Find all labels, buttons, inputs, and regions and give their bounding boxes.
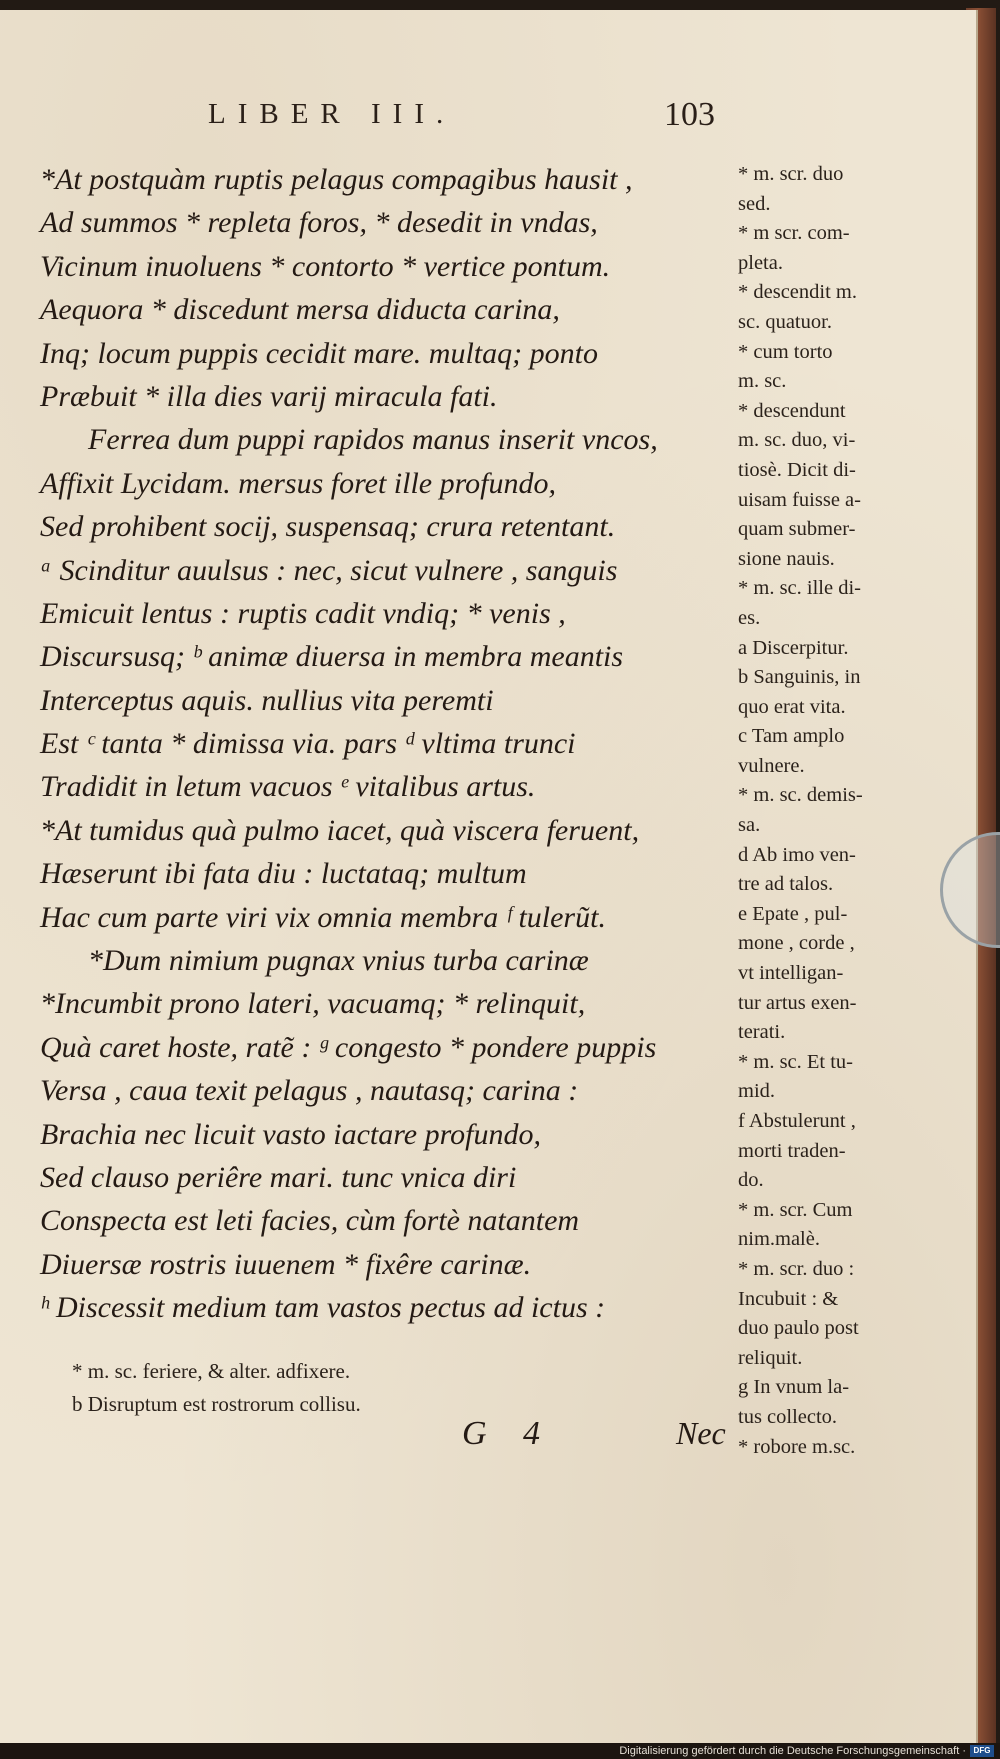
verse-line: Versa , caua texit pelagus , nautasq; carina : xyxy=(40,1074,579,1108)
verse-line: ᵃ Scinditur auulsus : nec, sicut vulnere , sanguis xyxy=(40,553,618,587)
signature-mark: G 4 xyxy=(462,1415,555,1452)
margin-note: m. sc. duo, vi- xyxy=(738,429,856,452)
dfg-logo: DFG xyxy=(970,1745,994,1757)
margin-note: e Epate , pul- xyxy=(738,902,848,925)
margin-note: quo erat vita. xyxy=(738,695,846,718)
verse-line: Ferrea dum puppi rapidos manus inserit vncos, xyxy=(88,423,658,457)
verse-line: Brachia nec licuit vasto iactare profundo, xyxy=(40,1117,542,1151)
verse-line: *Incumbit prono lateri, vacuamq; * relinquit, xyxy=(40,987,586,1021)
margin-note: vulnere. xyxy=(738,754,805,777)
margin-note: d Ab imo ven- xyxy=(738,843,856,866)
verse-line: Hac cum parte viri vix omnia membra ᶠ tulerũt. xyxy=(40,900,606,934)
margin-note: tus collecto. xyxy=(738,1405,838,1428)
margin-note: es. xyxy=(738,606,761,629)
margin-note: Incubuit : & xyxy=(738,1287,839,1310)
footnote: b Disruptum est rostrorum collisu. xyxy=(72,1392,361,1416)
margin-note: * descendit m. xyxy=(738,281,857,304)
margin-note: tiosè. Dicit di- xyxy=(738,458,856,481)
margin-note: quam submer- xyxy=(738,518,856,541)
margin-note: reliquit. xyxy=(738,1346,803,1369)
verse-line: Interceptus aquis. nullius vita peremti xyxy=(40,683,494,717)
margin-note: * m. scr. duo xyxy=(738,163,844,185)
margin-note: m. sc. xyxy=(738,370,787,393)
margin-note: b Sanguinis, in xyxy=(738,666,861,689)
verse-line: *At postquàm ruptis pelagus compagibus hausit , xyxy=(40,163,633,196)
credit-text: Digitalisierung gefördert durch die Deutsche Forschungsgemeinschaft · xyxy=(619,1745,966,1757)
verse-line: Inq; locum puppis cecidit mare. multaq; ponto xyxy=(40,336,598,370)
margin-note: * m. sc. demis- xyxy=(738,784,863,807)
verse-line: Affixit Lycidam. mersus foret ille profundo, xyxy=(40,466,557,500)
margin-note: morti traden- xyxy=(738,1139,846,1162)
verse-line: Sed prohibent socij, suspensaq; crura retentant. xyxy=(40,510,616,544)
credit-bar xyxy=(0,1743,1000,1759)
verse-line: ʰ Discessit medium tam vastos pectus ad ictus : xyxy=(40,1291,606,1325)
verse-line: Quà caret hoste, ratẽ : ᵍ congesto * pondere puppis xyxy=(40,1030,657,1064)
margin-note: vt intelligan- xyxy=(738,962,844,985)
margin-note: * robore m.sc. xyxy=(738,1435,856,1458)
footnotes xyxy=(72,1355,361,1421)
verse-line: *Dum nimium pugnax vnius turba carinæ xyxy=(88,944,589,978)
verse-line: Ad summos * repleta foros, * desedit in vndas, xyxy=(40,206,598,240)
margin-note: terati. xyxy=(738,1021,786,1044)
verse-line: Conspecta est leti facies, cùm fortè natantem xyxy=(40,1204,580,1238)
margin-note: * cum torto xyxy=(738,340,833,363)
verse-line: Vicinum inuoluens * contorto * vertice pontum. xyxy=(40,249,611,283)
verse-line: Discursusq; ᵇ animæ diuersa in membra meantis xyxy=(40,640,624,674)
verse-line: Diuersæ rostris iuuenem * fixêre carinæ. xyxy=(40,1247,532,1281)
margin-note: * m. sc. Et tu- xyxy=(738,1050,854,1073)
verse-line: *At tumidus quà pulmo iacet, quà viscera feruent, xyxy=(40,813,640,847)
margin-note: * descendunt xyxy=(738,399,846,422)
page-number: 103 xyxy=(664,96,715,133)
margin-note: pleta. xyxy=(738,251,783,274)
margin-notes xyxy=(738,160,918,1462)
verse-line: Emicuit lentus : ruptis cadit vndiq; * venis , xyxy=(40,596,566,630)
margin-note: mone , corde , xyxy=(738,932,855,955)
verse-line: Tradidit in letum vacuos ᵉ vitalibus artus. xyxy=(40,770,536,804)
margin-note: tur artus exen- xyxy=(738,991,857,1014)
margin-note: sc. quatuor. xyxy=(738,310,832,333)
margin-note: nim.malè. xyxy=(738,1228,820,1251)
verse-line: Hæserunt ibi fata diu : luctataq; multum xyxy=(40,857,527,891)
margin-note: sione nauis. xyxy=(738,547,835,570)
margin-note: * m. sc. ille di- xyxy=(738,577,861,600)
verse-line: Est ᶜ tanta * dimissa via. pars ᵈ vltima trunci xyxy=(40,727,576,761)
margin-note: duo paulo post xyxy=(738,1317,859,1340)
margin-note: uisam fuisse a- xyxy=(738,488,861,511)
margin-note: g In vnum la- xyxy=(738,1376,850,1399)
margin-note: do. xyxy=(738,1169,764,1192)
verse-line: Aequora * discedunt mersa diducta carina, xyxy=(40,293,560,327)
margin-note: * m. scr. Cum xyxy=(738,1198,853,1221)
catchword: Nec xyxy=(676,1415,726,1451)
margin-note: * m. scr. duo : xyxy=(738,1257,855,1280)
verse-line: Præbuit * illa dies varij miracula fati. xyxy=(40,379,498,413)
margin-note: mid. xyxy=(738,1080,776,1103)
margin-note: * m scr. com- xyxy=(738,222,850,245)
margin-note: sed. xyxy=(738,192,771,215)
running-head: LIBER III. xyxy=(208,98,456,130)
verse-line: Sed clauso periêre mari. tunc vnica diri xyxy=(40,1160,517,1194)
verse-text xyxy=(40,158,730,1330)
margin-note: sa. xyxy=(738,814,761,837)
footnote: * m. sc. feriere, & alter. adfixere. xyxy=(72,1359,351,1383)
margin-note: c Tam amplo xyxy=(738,725,845,748)
book-page xyxy=(0,10,978,1743)
margin-note: a Discerpitur. xyxy=(738,636,849,659)
margin-note: f Abstulerunt , xyxy=(738,1110,856,1132)
margin-note: tre ad talos. xyxy=(738,873,834,896)
